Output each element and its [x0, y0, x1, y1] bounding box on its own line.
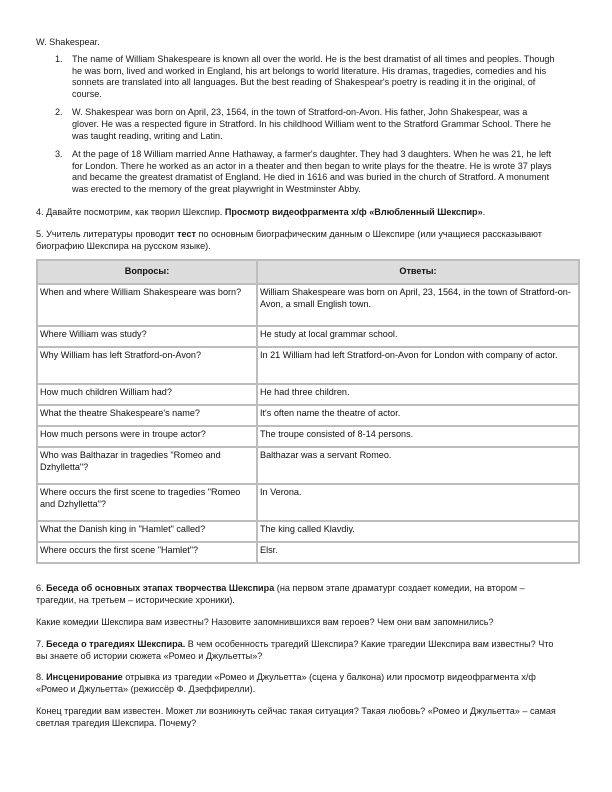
question-cell: When and where William Shakespeare was born?	[37, 284, 257, 326]
step-8-text: отрывка из трагедии «Ромео и Джульетта» (сцена у балкона) или просмотр видеофрагмента х/ф «Ромео и Джульетта» (режиссёр Ф. Дзеффирелли).	[36, 672, 536, 694]
question-cell: What the theatre Shakespeare's name?	[37, 405, 257, 426]
column-header-answers: Ответы:	[257, 260, 579, 284]
answer-cell: William Shakespeare was born on April, 23, 1564, in the town of Stratford-on-Avon, a small English town.	[257, 284, 579, 326]
biography-item	[36, 107, 556, 142]
step-7-paragraph	[36, 639, 564, 662]
column-header-questions: Вопросы:	[37, 260, 257, 284]
table-row	[37, 521, 579, 542]
table-row	[37, 542, 579, 563]
step-6-question: Какие комедии Шекспира вам известны? Назовите запомнившихся вам героев? Чем они вам запомнились?	[36, 617, 494, 627]
step-5-text: 5. Учитель литературы проводит	[36, 229, 178, 239]
item-number: 3.	[55, 149, 63, 160]
item-text: The name of William Shakespeare is known all over the world. He is the best dramatist of all times and peoples. Though he was born, lived and worked in England, his art belongs to world literature. His dramas, tragedies, comedies and his sonnets are translated into all languages. But the best reading of Shakespear's poetry is reading it in the original, of course.	[72, 54, 555, 99]
item-number: 1.	[55, 54, 63, 64]
table-row	[37, 405, 579, 426]
step-5-text-rest: по основным биографическим данным о Шекспире (или учащиеся рассказывают биографию Шекспира на русском языке).	[36, 229, 542, 251]
step-8-number: 8.	[36, 672, 47, 682]
step-6-paragraph	[36, 583, 564, 606]
step-8-paragraph	[36, 672, 564, 695]
step-6-text: (на первом этапе драматург создает комедии, на втором – трагедии, на третьем – исторические хроники).	[36, 583, 525, 605]
question-cell: Where occurs the first scene "Hamlet"?	[37, 542, 257, 563]
item-text: W. Shakespear was born on April, 23, 1564, in the town of Stratford-on-Avon. His father, John Shakespear, was a glover. He was a respected figure in Stratford. In his childhood William went to the Stratford Grammar School. There he was taught reading, writing and Latin.	[72, 107, 551, 141]
question-cell: Where William was study?	[37, 326, 257, 347]
answer-cell: In 21 William had left Stratford-on-Avon for London with company of actor.	[257, 347, 579, 384]
section-heading: W. Shakespear.	[36, 37, 100, 47]
answer-cell: It's often name the theatre of actor.	[257, 405, 579, 426]
answer-cell: Balthazar was a servant Romeo.	[257, 447, 579, 484]
question-cell: Where occurs the first scene to tragedies "Romeo and Dzhylletta"?	[37, 484, 257, 521]
answer-cell: In Verona.	[257, 484, 579, 521]
table-row	[37, 447, 579, 484]
question-cell: What the Danish king in "Hamlet" called?	[37, 521, 257, 542]
table-row	[37, 384, 579, 405]
question-cell: How much persons were in troupe actor?	[37, 426, 257, 447]
step-5-paragraph	[36, 229, 564, 252]
item-text: At the page of 18 William married Anne Hathaway, a farmer's daughter. They had 3 daughters. When he was 21, he left for London. There he worked as an actor in a theater and then began to write plays for the theatre. He is wrote 37 plays and became the greatest dramatist of England. He died in 1616 and was buried in the church of Stratford. A monument was erected to the memory of the great playwright in Westminster Abby.	[72, 149, 552, 194]
biography-item	[36, 149, 556, 195]
step-4-tail: .	[482, 207, 486, 217]
answer-cell: The troupe consisted of 8-14 persons.	[257, 426, 579, 447]
table-row	[37, 284, 579, 326]
step-4-paragraph	[36, 207, 564, 219]
answer-cell: Elsr.	[257, 542, 579, 563]
table-header-row	[37, 260, 579, 284]
step-6-bold: Беседа об основных этапах творчества Шекспира	[46, 583, 275, 593]
question-cell: Who was Balthazar in tragedies "Romeo and Dzhylletta"?	[37, 447, 257, 484]
step-7-text: В чем особенность трагедий Шекспира? Какие трагедии Шекспира вам известны? Что вы знаете об истории сюжета «Ромео и Джульетты»?	[36, 639, 554, 661]
biography-list	[36, 54, 556, 203]
step-4-bold: Просмотр видеофрагмента х/ф «Влюбленный Шекспир»	[224, 207, 483, 217]
step-7-bold: Беседа о трагедиях Шекспира.	[46, 639, 186, 649]
question-cell: Why William has left Stratford-on-Avon?	[37, 347, 257, 384]
step-5-bold: тест	[177, 229, 196, 239]
biography-item	[36, 54, 556, 100]
answer-cell: He had three children.	[257, 384, 579, 405]
step-7-number: 7.	[36, 639, 47, 649]
answer-cell: The king called Klavdiy.	[257, 521, 579, 542]
answer-cell: He study at local grammar school.	[257, 326, 579, 347]
step-6-number: 6.	[36, 583, 47, 593]
table-row	[37, 426, 579, 447]
quiz-table	[36, 259, 580, 564]
step-4-text: 4. Давайте посмотрим, как творил Шекспир.	[36, 207, 225, 217]
closing-paragraph: Конец трагедии вам известен. Может ли возникнуть сейчас такая ситуация? Такая любовь? «Ромео и Джульетта» – самая светлая трагедия Шекспира. Почему?	[36, 706, 556, 728]
table-row	[37, 484, 579, 521]
question-cell: How much children William had?	[37, 384, 257, 405]
table-row	[37, 347, 579, 384]
table-row	[37, 326, 579, 347]
step-8-bold: Инсценирование	[46, 672, 123, 682]
item-number: 2.	[55, 107, 63, 118]
